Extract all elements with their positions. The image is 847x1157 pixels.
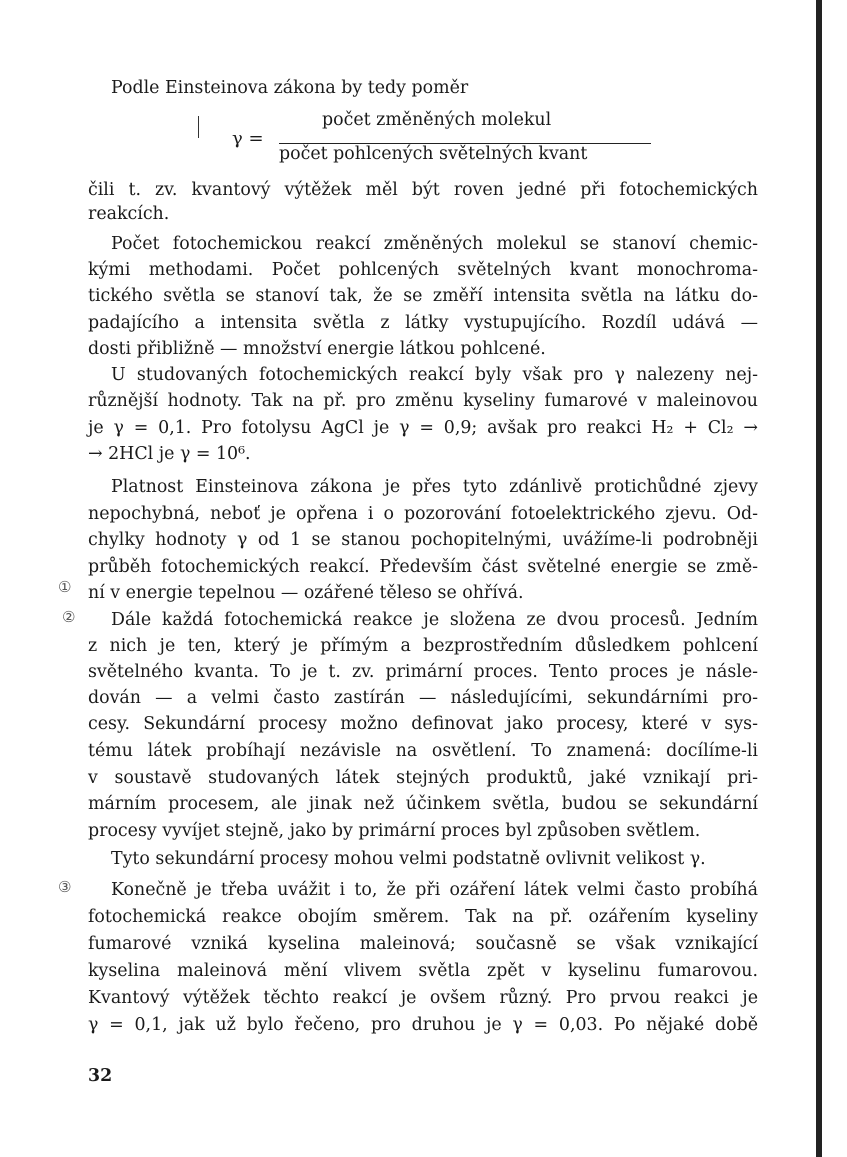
- text-line: → 2HCl je γ = 10⁶.: [88, 444, 251, 464]
- text-line: tického světla se stanoví tak, že se změří intensita světla na látku do-: [88, 286, 758, 306]
- margin-note-mark-2: ②: [62, 608, 76, 626]
- text-line: γ = 0,1, jak už bylo řečeno, pro druhou je γ = 0,03. Po nějaké době: [88, 1015, 758, 1035]
- text-line: tému látek probíhají nezávisle na osvětlení. To znamená: docílíme-li: [88, 741, 758, 761]
- text-line: čili t. zv. kvantový výtěžek měl být roven jedné při fotochemických: [88, 180, 758, 200]
- text-line: Počet fotochemickou reakcí změněných molekul se stanoví chemic-: [111, 234, 758, 254]
- page-edge: [816, 0, 822, 1157]
- text-line: je γ = 0,1. Pro fotolysu AgCl je γ = 0,9; avšak pro reakci H₂ + Cl₂ →: [88, 418, 758, 438]
- text-line: procesy vyvíjet stejně, jako by primární proces byl způsoben světlem.: [88, 821, 701, 841]
- formula-numerator: počet změněných molekul: [322, 110, 552, 130]
- text-line: průběh fotochemických reakcí. Především část světelné energie se změ-: [88, 557, 758, 577]
- text-line: Kvantový výtěžek těchto reakcí je ovšem různý. Pro prvou reakci je: [88, 988, 758, 1008]
- text-line: kyselina maleinová mění vlivem světla zpět v kyselinu fumarovou.: [88, 961, 758, 981]
- text-line: U studovaných fotochemických reakcí byly však pro γ nalezeny nej-: [111, 365, 758, 385]
- formula-symbol: γ =: [232, 128, 264, 149]
- margin-note-mark-1: ①: [58, 578, 72, 596]
- text-line: fotochemická reakce obojím směrem. Tak na př. ozářením kyseliny: [88, 907, 758, 927]
- text-line: z nich je ten, který je přímým a bezprostředním důsledkem pohlcení: [88, 636, 758, 656]
- text-line: Tyto sekundární procesy mohou velmi podstatně ovlivnit velikost γ.: [111, 849, 706, 869]
- page-number: 32: [88, 1066, 113, 1086]
- text-line: padajícího a intensita světla z látky vystupujícího. Rozdíl udává —: [88, 313, 758, 333]
- text-line: chylky hodnoty γ od 1 se stanou pochopitelnými, uvážíme-li podrobněji: [88, 530, 758, 550]
- text-line: dován — a velmi často zastírán — následujícími, sekundárními pro-: [88, 688, 758, 708]
- formula-denominator: počet pohlcených světelných kvant: [279, 144, 588, 164]
- text-line: Konečně je třeba uvážit i to, že při ozáření látek velmi často probíhá: [111, 880, 758, 900]
- formula: [232, 110, 632, 170]
- text-line: Platnost Einsteinova zákona je přes tyto zdánlivě protichůdné zjevy: [111, 477, 758, 497]
- text-line: v soustavě studovaných látek stejných produktů, jaké vznikají pri-: [88, 768, 758, 788]
- text-line: světelného kvanta. To je t. zv. primární proces. Tento proces je násle-: [88, 662, 758, 682]
- intro-line: Podle Einsteinova zákona by tedy poměr: [111, 78, 469, 98]
- margin-pencil-mark: [198, 116, 199, 138]
- text-line: nepochybná, neboť je opřena i o pozorování fotoelektrického zjevu. Od-: [88, 504, 758, 524]
- text-line: Dále každá fotochemická reakce je složena ze dvou procesů. Jedním: [111, 610, 758, 630]
- text-line: kými methodami. Počet pohlcených světelných kvant monochroma-: [88, 260, 758, 280]
- text-line: různější hodnoty. Tak na př. pro změnu kyseliny fumarové v maleinovou: [88, 391, 758, 411]
- margin-note-mark-3: ③: [58, 878, 72, 896]
- text-line: reakcích.: [88, 204, 170, 224]
- text-line: ní v energie tepelnou — ozářené těleso se ohřívá.: [88, 583, 524, 603]
- text-line: fumarové vzniká kyselina maleinová; současně se však vznikající: [88, 934, 758, 954]
- text-line: márním procesem, ale jinak než účinkem světla, budou se sekundární: [88, 794, 758, 814]
- text-line: dosti přibližně — množství energie látkou pohlcené.: [88, 339, 546, 359]
- text-line: cesy. Sekundární procesy možno definovat jako procesy, které v sys-: [88, 714, 758, 734]
